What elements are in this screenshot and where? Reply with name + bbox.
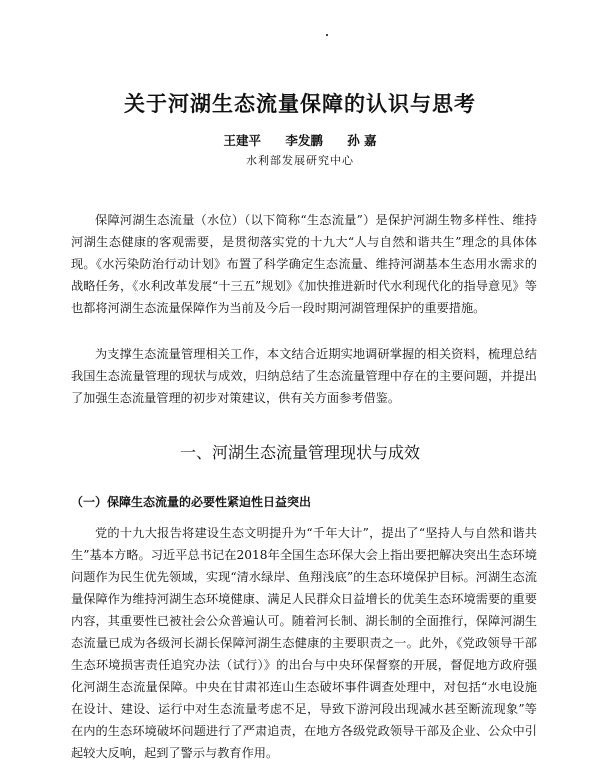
author-3: 孙 嘉 [347,133,377,148]
section-heading: 一、河湖生态流量管理现状与成效 [179,443,420,462]
author-1: 王建平 [223,133,261,148]
author-list [0,131,600,149]
affiliation: 水利部发展研究中心 [246,154,354,167]
page-mark [326,34,328,36]
abstract-paragraph-1: 保障河湖生态流量（水位）（以下简称“生态流量”）是保护河湖生物多样性、维持河湖生态健康的客观需要，是贯彻落实党的十九大“人与自然和谐共生”理念的具体体现。《水污染防治行动计划》布置了科学确定生态流量、维持河湖基本生态用水需求的战略任务，《水利改革发展“十三五”规划》《加快推进新时代水利现代化的指导意见》等也都将河湖生态流量保障作为当前及今后一段时期河湖管理保护的重要措施。 [71,213,537,315]
author-2: 李发鹏 [285,133,323,148]
subsection-heading: （一）保障生态流量的必要性紧迫性日益突出 [71,495,312,509]
abstract-paragraph-2: 为支撑生态流量管理相关工作，本文结合近期实地调研掌握的相关资料，梳理总结我国生态流量管理的现状与成效，归纳总结了生态流量管理中存在的主要问题，并提出了加强生态流量管理的初步对策建议，供有关方面参考借鉴。 [71,347,537,405]
body-paragraph-1: 党的十九大报告将建设生态文明提升为“千年大计”，提出了“坚持人与自然和谐共生”基本方略。习近平总书记在2018年全国生态环保大会上指出要把解决突出生态环境问题作为民生优先领域，实现“清水绿岸、鱼翔浅底”的生态环境保护目标。河湖生态流量保障作为维持河湖生态环境健康、满足人民群众日益增长的优美生态环境需要的重要内容，其重要性已被社会公众普遍认可。随着河长制、湖长制的全面推行，保障河湖生态流量已成为各级河长湖长保障河湖生态健康的主要职责之一。此外，《党政领导干部生态环境损害责任追究办法（试行）》的出台与中央环保督察的开展，督促地方政府强化河湖生态流量保障。中央在甘肃祁连山生态破坏事件调查处理中，对包括“水电设施在设计、建设、运行中对生态流量考虑不足，导致下游河段出现减水甚至断流现象”等在内的生态环境破坏问题进行了严肃追责，在地方各级党政领导干部及企业、公众中引起较大反响，起到了警示与教育作用。 [71,526,537,760]
paper-title: 关于河湖生态流量保障的认识与思考 [124,91,476,116]
